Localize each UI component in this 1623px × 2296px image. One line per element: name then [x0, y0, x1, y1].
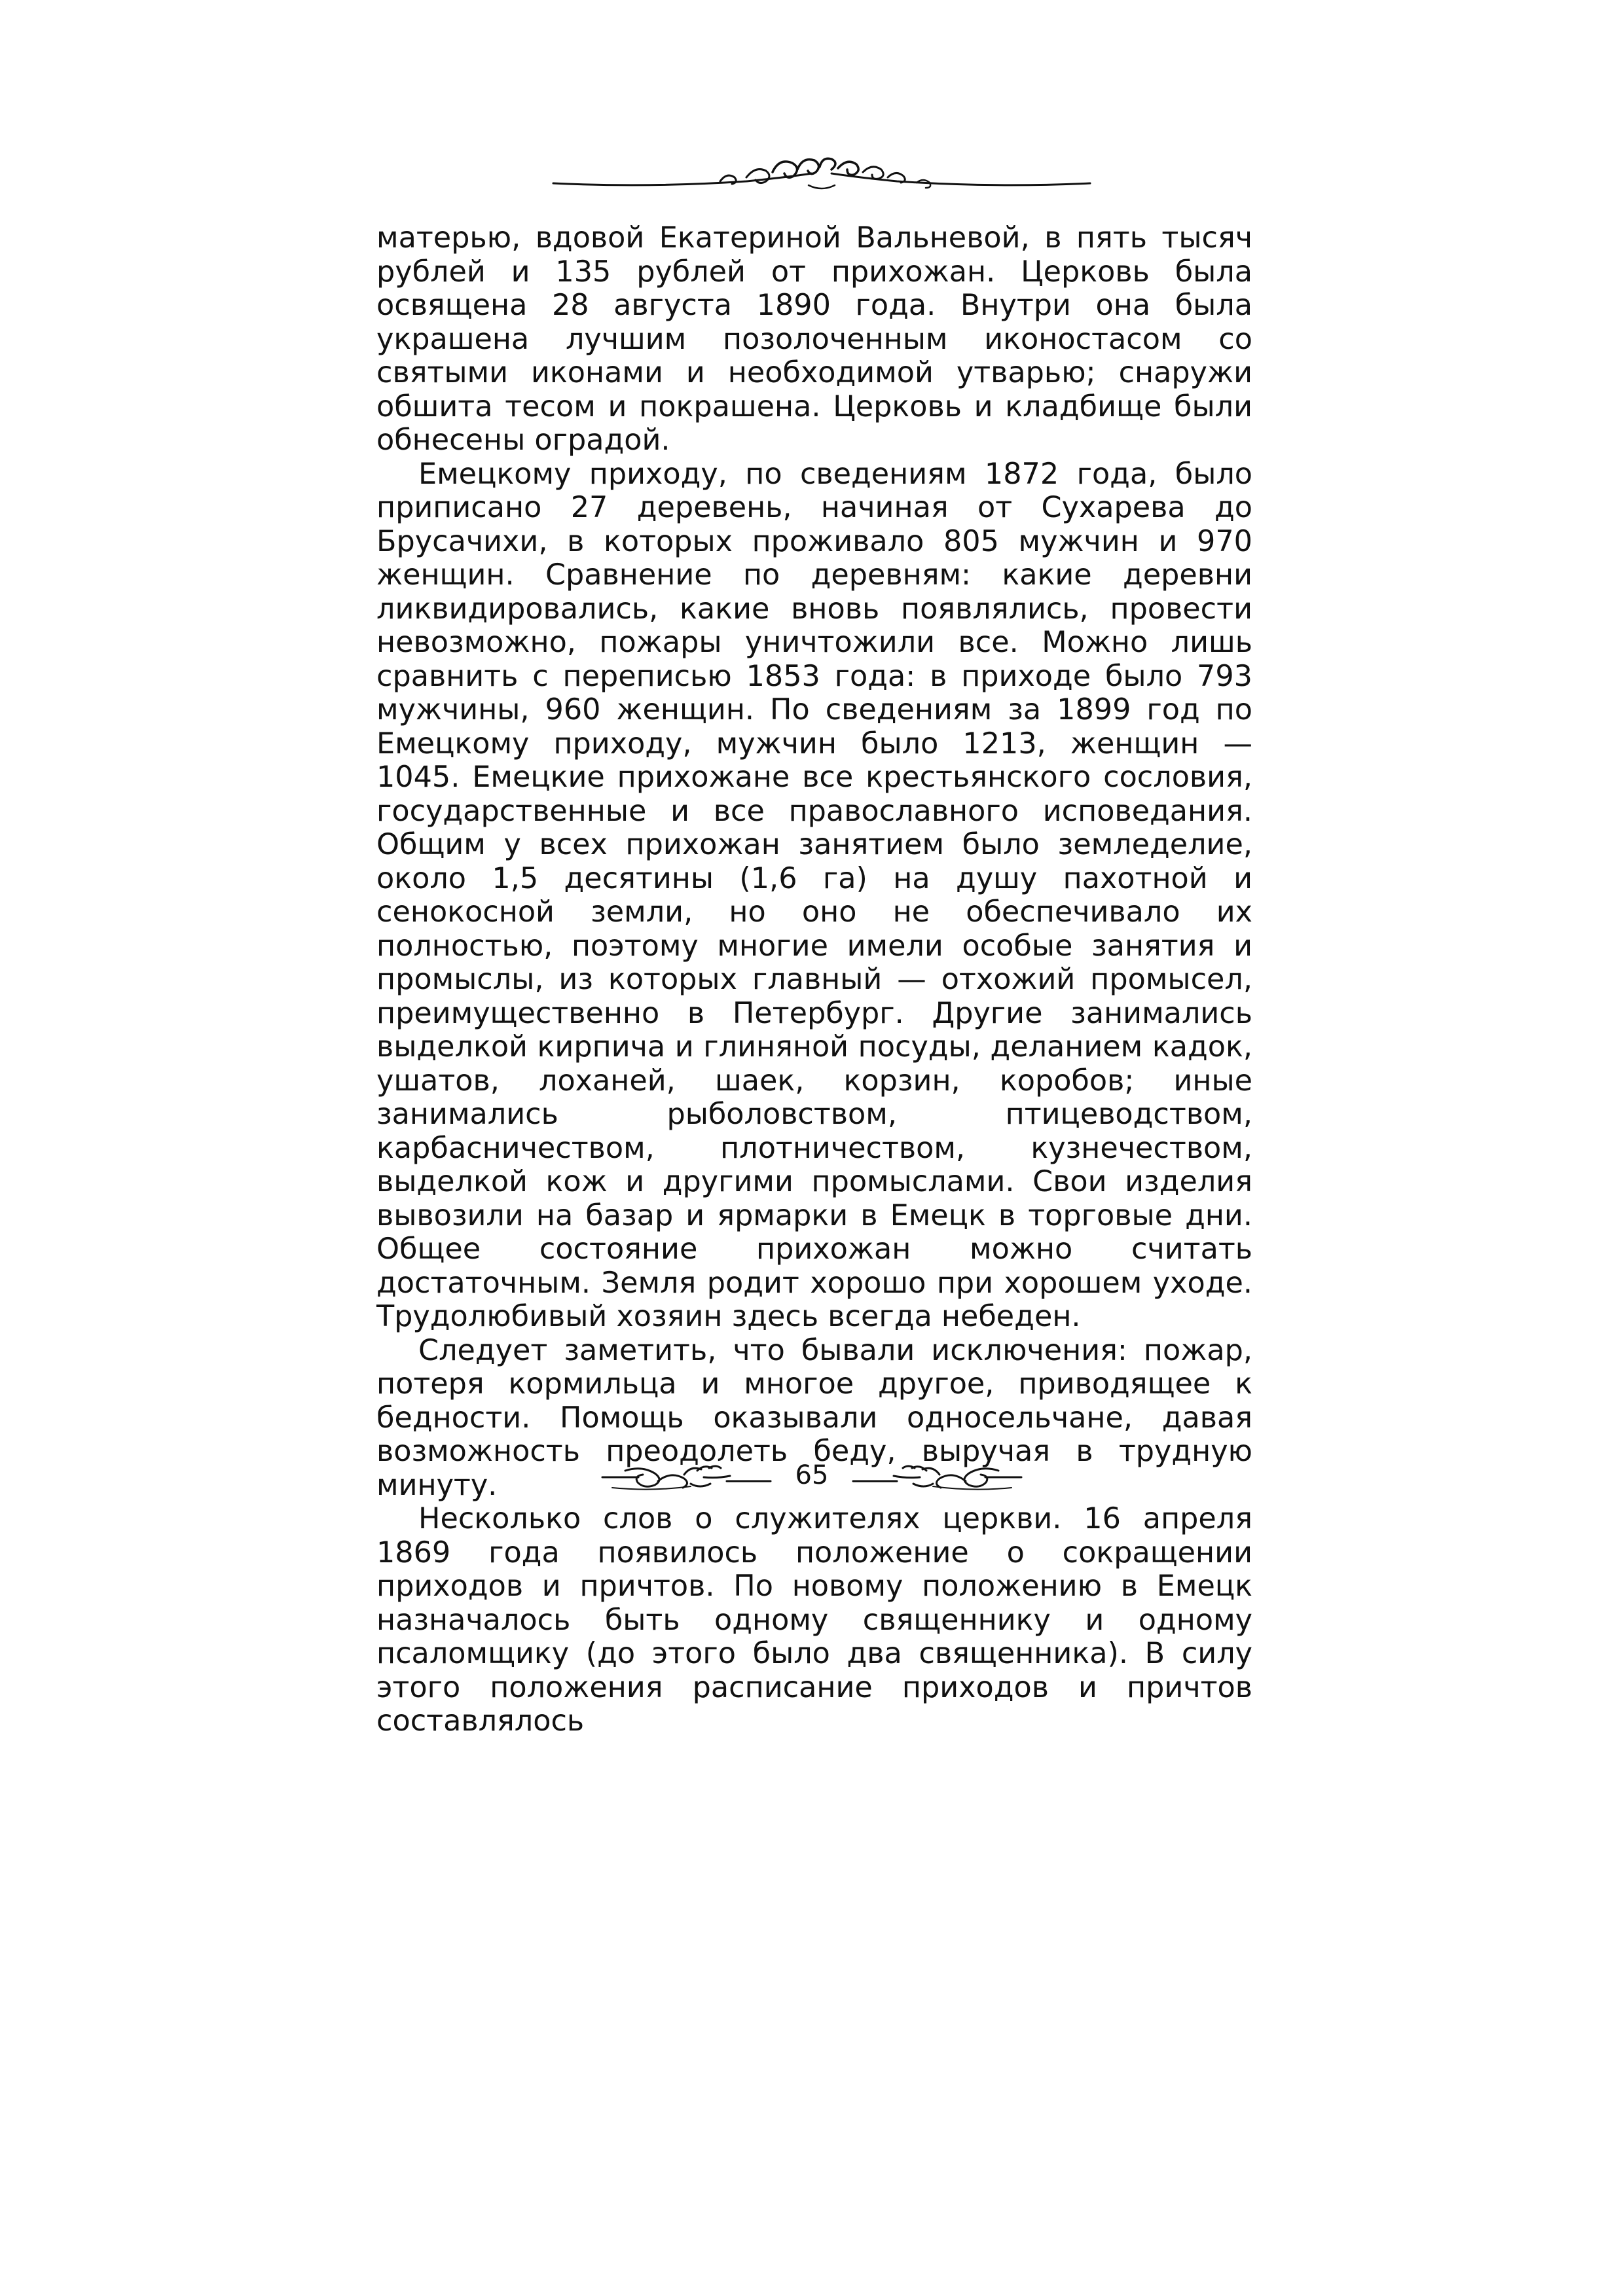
paragraph-2: Емецкому приходу, по сведениям 1872 года, было приписано 27 деревень, начиная от Сухарева до Брусачихи, в которых проживало 805 мужчин и 970 женщин. Сравнение по деревням: какие деревни ликвидировались, какие вновь появлялись, провести невозможно, пожары уничтожили все. Можно лишь сравнить с переписью 1853 года: в приходе было 793 мужчины, 960 женщин. По сведениям за 1899 год по Емецкому приходу, мужчин было 1213, женщин — 1045. Емецкие прихожане все крестьянского сословия, государственные и все православного исповедания. Общим у всех прихожан занятием было земледелие, около 1,5 десятины (1,6 га) на душу пахотной и сенокосной земли, но оно не обеспечивало их полностью, поэтому многие имели особые занятия и промыслы, из которых главный — отхожий промысел, преимущественно в Петербург. Другие занимались выделкой кирпича и глиняной посуды, деланием кадок, ушатов, лоханей, шаек, корзин, коробов; иные занимались рыболовством, птицеводством, карбасничеством, плотничеством, кузнечеством, выделкой кож и другими промыслами. Свои изделия вывозили на базар и ярмарки в Емецк в торговые дни. Общее состояние прихожан можно считать достаточным. Земля родит хорошо при хорошем уходе. Трудолюбивый хозяин здесь всегда небеден. [376, 457, 1252, 1333]
body-text [376, 221, 1252, 1738]
right-flourish-ornament-icon [851, 1462, 1025, 1494]
paragraph-1: матерью, вдовой Екатериной Вальневой, в пять тысяч рублей и 135 рублей от прихожан. Церковь была освящена 28 августа 1890 года. Внутри она была украшена лучшим позолоченным иконостасом со святыми иконами и необходимой утварью; снаружи обшита тесом и покрашена. Церковь и кладбище были обнесены оградой. [376, 221, 1252, 457]
decorative-scroll-ornament-icon [550, 147, 1093, 206]
paragraph-4: Несколько слов о служителях церкви. 16 апреля 1869 года появилось положение о сокращении приходов и причтов. По новому положению в Емецк назначалось быть одному священнику и одному псаломщику (до этого было два священника). В силу этого положения расписание приходов и причтов составлялось [376, 1502, 1252, 1738]
page-number: 65 [795, 1460, 829, 1490]
page-footer [599, 1456, 1025, 1502]
paragraph-3: Следует заметить, что бывали исключения: пожар, потеря кормильца и многое другое, приводящее к бедности. Помощь оказывали односельчане, давая возможность преодолеть беду, выручая в трудную минуту. [376, 1333, 1252, 1502]
